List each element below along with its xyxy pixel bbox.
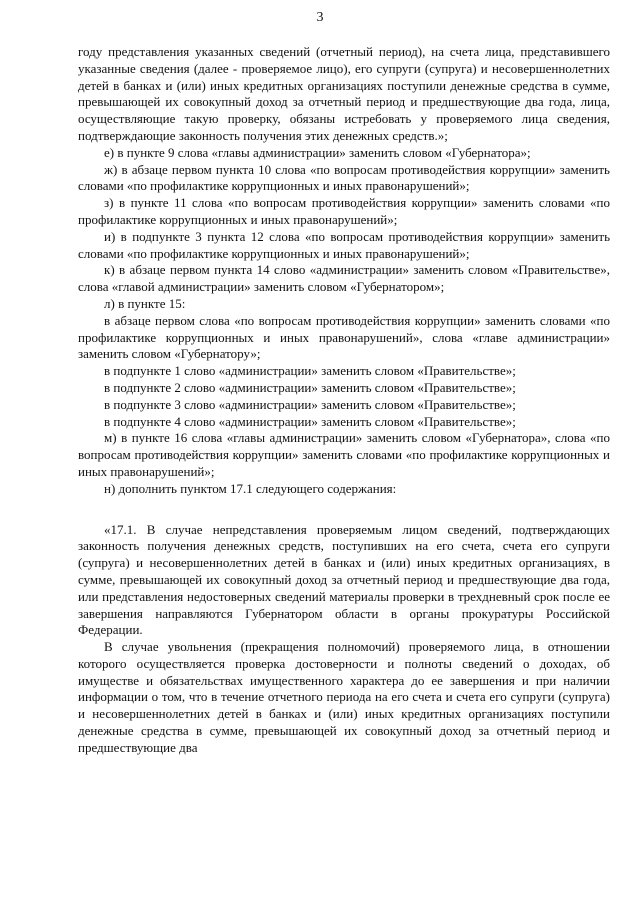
paragraph: л) в пункте 15: (104, 295, 186, 311)
paragraph: в подпункте 4 слово «администрации» заменить словом «Правительстве»; (104, 413, 516, 429)
paragraph: з) в пункте 11 слова «по вопросам противодействия коррупции» заменить словами «по профилактике коррупционных и иных правонарушений»; (78, 195, 610, 227)
page-number: 3 (316, 10, 324, 25)
section-gap (78, 498, 610, 522)
paragraph: н) дополнить пунктом 17.1 следующего содержания: (104, 480, 397, 496)
paragraph: ж) в абзаце первом пункта 10 слова «по вопросам противодействия коррупции» заменить словами «по профилактике коррупционных и иных правонарушений»; (78, 161, 610, 194)
document-body (78, 44, 610, 757)
paragraph: к) в абзаце первом пункта 14 слово «администрации» заменить словом «Правительстве», слова «главой администрации» заменить словом «Губернатором»; (78, 262, 610, 295)
paragraph: В случае увольнения (прекращения полномочий) проверяемого лица, в отношении которого осуществляется проверка достоверности и полноты сведений о доходах, об имуществе и обязательствах имущественного характера до ее завершения и при наличии информации о том, что в течение отчетного периода на его счета и счета его супруги (супруга) и несовершеннолетних детей в банках и (или) иных кредитных организациях поступили денежные средства в сумме, превышающей их совокупный доход за отчетный период и предшествующие два (78, 639, 610, 755)
paragraph: «17.1. В случае непредставления проверяемым лицом сведений, подтверждающих законность получения денежных средств, поступивших на его счета, счета его супруги (супруга) и несовершеннолетних детей в банках и (или) иных кредитных организациях, в сумме, превышающей их совокупный доход за отчетный период и предшествующие два года, или представления недостоверных сведений материалы проверки в трехдневный срок после ее завершения направляются Губернатором области в органы прокуратуры Российской Федерации. (78, 521, 610, 638)
paragraph: е) в пункте 9 слова «главы администрации» заменить словом «Губернатора»; (104, 144, 531, 160)
paragraph: м) в пункте 16 слова «главы администрации» заменить словом «Губернатора», слова «по вопросам противодействия коррупции» заменить словами «по профилактике коррупционных и иных правонарушений»; (78, 430, 610, 479)
paragraph: в подпункте 2 слово «администрации» заменить словом «Правительстве»; (104, 379, 516, 395)
paragraph: и) в подпункте 3 пункта 12 слова «по вопросам противодействия коррупции» заменить словами «по профилактике коррупционных и иных правонарушений»; (78, 228, 610, 261)
paragraph: году представления указанных сведений (отчетный период), на счета лица, представившего указанные сведения (далее - проверяемое лицо), его супруги (супруга) и несовершеннолетних детей в банках и (или) иных кредитных организациях поступили денежные средства в сумме, превышающей их совокупный доход за отчетный период и предшествующие два года, лица, осуществляющие такую проверку, обязаны истребовать у проверяемого лица сведения, подтверждающие законность получения этих денежных средств.»; (78, 44, 610, 143)
paragraph: в подпункте 3 слово «администрации» заменить словом «Правительстве»; (104, 396, 516, 412)
paragraph: в подпункте 1 слово «администрации» заменить словом «Правительстве»; (104, 363, 516, 379)
paragraph: в абзаце первом слова «по вопросам противодействия коррупции» заменить словами «по профилактике коррупционных и иных правонарушений», слова «главе администрации» заменить словом «Губернатору»; (78, 312, 610, 362)
